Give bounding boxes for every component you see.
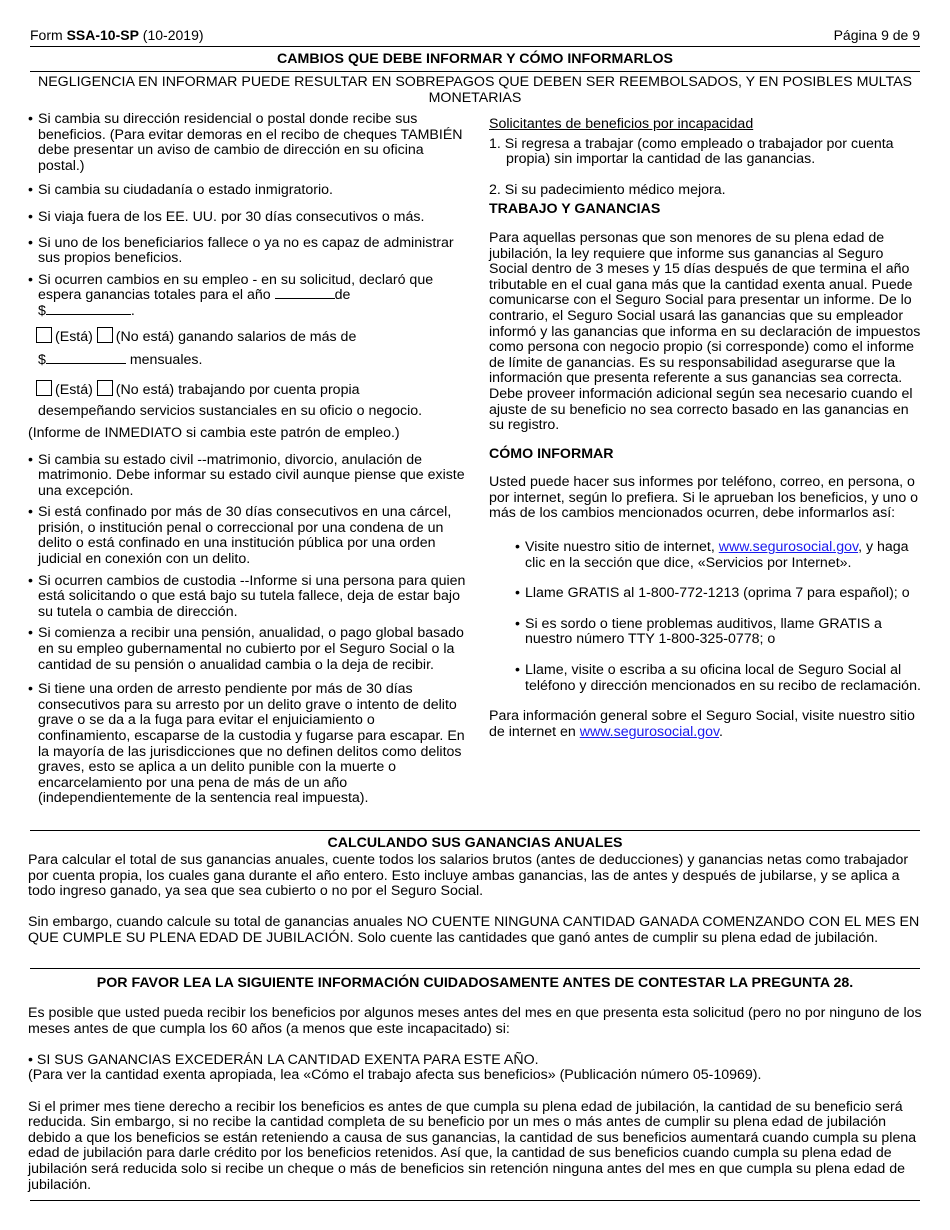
segurosocial-link[interactable]: www.segurosocial.gov <box>718 539 859 556</box>
substantial-services: desempeñando servicios sustanciales en su oficio o negocio. <box>38 403 423 420</box>
internet-text: Visite nuestro sitio de internet, <box>525 539 719 556</box>
disability-heading: Solicitantes de beneficios por incapacidad <box>489 116 754 132</box>
work-heading: TRABAJO Y GANANCIAS <box>489 201 661 218</box>
earnings-paragraph-2: Sin embargo, cuando calcule su total de ganancias anuales NO CUENTE NINGUNA CANTIDAD GANADA COMENZANDO CON EL MES EN QUE CUMPLE SU PLENA EDAD DE JUBILACIÓN. Solo cuente las cantidades que ganó antes de cumplir su plena edad de jubilación. <box>28 914 920 946</box>
question-28-section <box>28 1006 922 1193</box>
bullet-travel: • Si viaja fuera de los EE. UU. por 30 días consecutivos o más. <box>28 210 468 226</box>
section-title-earnings: CALCULANDO SUS GANANCIAS ANUALES <box>327 835 623 851</box>
wage-earning-row <box>28 327 468 346</box>
self-employment-row <box>28 380 468 399</box>
earnings-total-blank[interactable] <box>46 314 131 315</box>
section-rule-3 <box>30 968 920 969</box>
no-esta-label: (No está) ganando salarios de más de <box>115 328 357 345</box>
how-item-tty: • Si es sordo o tiene problemas auditivos, llame GRATIS a nuestro número TTY 1-800-325-0778; o <box>515 617 925 648</box>
segurosocial-link-2[interactable]: www.segurosocial.gov <box>579 723 720 740</box>
dollar-sign: $ <box>38 302 46 319</box>
esta-label-2: (Está) <box>55 381 93 398</box>
section-rule-2 <box>30 830 920 831</box>
section-title-changes: CAMBIOS QUE DEBE INFORMAR Y CÓMO INFORMARLOS <box>277 51 673 67</box>
esta-checkbox[interactable] <box>36 327 52 343</box>
footer-rule <box>30 1200 920 1201</box>
how-text: Usted puede hacer sus informes por teléfono, correo, en persona, o por internet, según lo prefiera. Si le aprueban los beneficios, y uno o más de los cambios mencionados ocurren, debe informarlos así: <box>489 474 919 522</box>
form-prefix: Form <box>30 27 67 43</box>
bullet-confinement: • Si está confinado por más de 30 días consecutivos en una cárcel, prisión, o institución penal o correccional por una condena de un delito o está confinado en una institución pública por una orden judicial en conexión con un delito. <box>28 505 468 567</box>
disability-item-1: 1. Si regresa a trabajar (como empleado o trabajador por cuenta propia) sin importar la cantidad de las ganancias. <box>489 135 894 168</box>
work-text: Para aquellas personas que son menores de su plena edad de jubilación, la ley requiere que informe sus ganancias al Seguro Social dentro de 3 meses y 15 días después de que termina el año tributable en el cual gana más que la cantidad exenta anual. Puede comunicarse con el Seguro Social para presentar un informe. De lo contrario, el Seguro Social usará las ganancias que su empleador informó y las ganancias que informa en su declaración de impuestos como persona con negocio propio (si corresponde) como el informe de límite de ganancias. Es su responsabilidad asegurarse que la información que presenta referente a sus ganancias sea correcta. Debe proveer información adicional según sea necesario cuando el ajuste de su beneficio no sea correcto basado en las ganancias en su registro. <box>489 229 921 434</box>
bullet-employment-change <box>28 273 468 320</box>
title-rule <box>30 71 920 72</box>
general-info-end: . <box>719 723 723 740</box>
how-item-office: • Llame, visite o escriba a su oficina local de Seguro Social al teléfono y dirección mencionados en su recibo de reclamación. <box>515 663 925 694</box>
general-info <box>489 709 925 740</box>
employment-text: Si ocurren cambios en su empleo - en su solicitud, declaró que espera ganancias totales para el año <box>38 271 434 304</box>
year-blank[interactable] <box>275 298 335 299</box>
monthly-wage-blank[interactable] <box>46 363 126 364</box>
form-number: SSA-10-SP <box>66 27 139 43</box>
no-esta-label-2: (No está) trabajando por cuenta propia <box>115 381 360 398</box>
esta-checkbox-2[interactable] <box>36 380 52 396</box>
bullet-arrest-warrant: • Si tiene una orden de arresto pendiente por más de 30 días consecutivos para su arresto por un delito grave o intento de delito grave o se da a la fuga para evitar el enjuiciamiento o confinamiento, escaparse de la custodia y fugarse para escapar. En la mayoría de las jurisdicciones que no definen delitos como delitos graves, esto se aplica a un delito punible con la muerte o encarcelamiento por una pena de más de un año (independientemente de la sentencia real impuesta). <box>28 682 468 807</box>
no-esta-checkbox-2[interactable] <box>97 380 113 396</box>
bullet-beneficiary-death: • Si uno de los beneficiarios fallece o ya no es capaz de administrar sus propios beneficios. <box>28 236 468 267</box>
form-date: (10-2019) <box>138 27 204 43</box>
monthly-wage-row <box>28 353 468 369</box>
header-rule <box>30 46 920 47</box>
internet-text-end: , y haga clic en la sección que dice, «Servicios por Internet». <box>525 539 909 571</box>
bullet-custody: • Si ocurren cambios de custodia --Informe si una persona para quien está solicitando o que está bajo su tutela fallece, deja de estar bajo su tutela o cambia de dirección. <box>28 574 468 621</box>
earnings-paragraph-1: Para calcular el total de sus ganancias anuales, cuente todos los salarios brutos (antes de deducciones) y ganancias netas como trabajador por cuenta propia, los cuales gana durante el año entero. Esto incluye ambas ganancias, las de antes y después de jubilarse, y se aplica a todo ingreso ganado, ya sea que sea cubierto o no por el Seguro Social. <box>28 852 909 900</box>
mensuales-label: mensuales. <box>129 352 203 369</box>
earnings-section <box>28 853 922 947</box>
page-header <box>30 27 920 45</box>
bullet-pension: • Si comienza a recibir una pensión, anualidad, o pago global basado en su empleo gubernamental no cubierto por el Seguro Social o la cantidad de su pensión o anualidad cambia o la deja de recibir. <box>28 626 468 673</box>
warning-text: NEGLIGENCIA EN INFORMAR PUEDE RESULTAR EN SOBREPAGOS QUE DEBEN SER REEMBOLSADOS, Y EN POSIBLES MULTAS MONETARIAS <box>37 74 913 106</box>
how-item-phone: • Llame GRATIS al 1-800-772-1213 (oprima 7 para español); o <box>515 586 925 602</box>
section-title-question-28: POR FAVOR LEA LA SIGUIENTE INFORMACIÓN CUIDADOSAMENTE ANTES DE CONTESTAR LA PREGUNTA 28. <box>96 975 854 991</box>
form-identifier <box>30 27 204 43</box>
q28-paragraph-3: Si el primer mes tiene derecho a recibir los beneficios es antes de que cumpla su plena edad de jubilación, la cantidad de su beneficio será reducida. Sin embargo, si no recibe la cantidad completa de su beneficio por un mes o más antes de cumplir su plena edad de jubilación debido a que los beneficios se están reteniendo a causa de sus ganancias, la cantidad de sus beneficios aumentará cuando cumpla su plena edad de jubilación para darle crédito por los beneficios retenidos. Así que, la cantidad de sus beneficios cuando cumpla su plena edad de jubilación será reducida solo si recibe un cheque o más de beneficios sin retención ninguna antes del mes en que cumpla su plena edad de jubilación. <box>28 1098 917 1193</box>
esta-label: (Está) <box>55 328 93 345</box>
how-item-internet <box>515 540 925 571</box>
page-number: Página 9 de 9 <box>833 27 920 43</box>
dollar-sign: $ <box>38 352 46 369</box>
q28-paragraph-1: Es posible que usted pueda recibir los beneficios por algunos meses antes del mes en que presenta esta solicitud (pero no por ninguno de los meses antes de que cumpla los 60 años (a menos que este incapacitado) si: <box>28 1005 922 1037</box>
period: . <box>130 302 135 319</box>
employment-de: de <box>334 287 351 304</box>
disability-item-2: 2. Si su padecimiento médico mejora. <box>489 181 726 198</box>
bullet-marital-status: • Si cambia su estado civil --matrimonio, divorcio, anulación de matrimonio. Debe informar su estado civil aunque piense que existe una excepción. <box>28 453 468 500</box>
report-immediately: (Informe de INMEDIATO si cambia este patrón de empleo.) <box>28 424 400 441</box>
no-esta-checkbox[interactable] <box>97 327 113 343</box>
q28-exceed-line: • SI SUS GANANCIAS EXCEDERÁN LA CANTIDAD EXENTA PARA ESTE AÑO. <box>28 1051 539 1068</box>
bullet-address-change: • Si cambia su dirección residencial o postal donde recibe sus beneficios. (Para evitar demoras en el recibo de cheques TAMBIÉN debe presentar un aviso de cambio de dirección en su oficina postal.) <box>28 112 468 174</box>
right-column <box>489 117 925 740</box>
q28-publication-line: (Para ver la cantidad exenta apropiada, lea «Cómo el trabajo afecta sus beneficios» (Publicación número 05-10969). <box>28 1067 762 1084</box>
how-heading: CÓMO INFORMAR <box>489 445 614 462</box>
left-column <box>28 112 468 807</box>
general-info-text: Para información general sobre el Seguro Social, visite nuestro sitio de internet en <box>489 708 915 740</box>
bullet-citizenship: • Si cambia su ciudadanía o estado inmigratorio. <box>28 183 468 199</box>
